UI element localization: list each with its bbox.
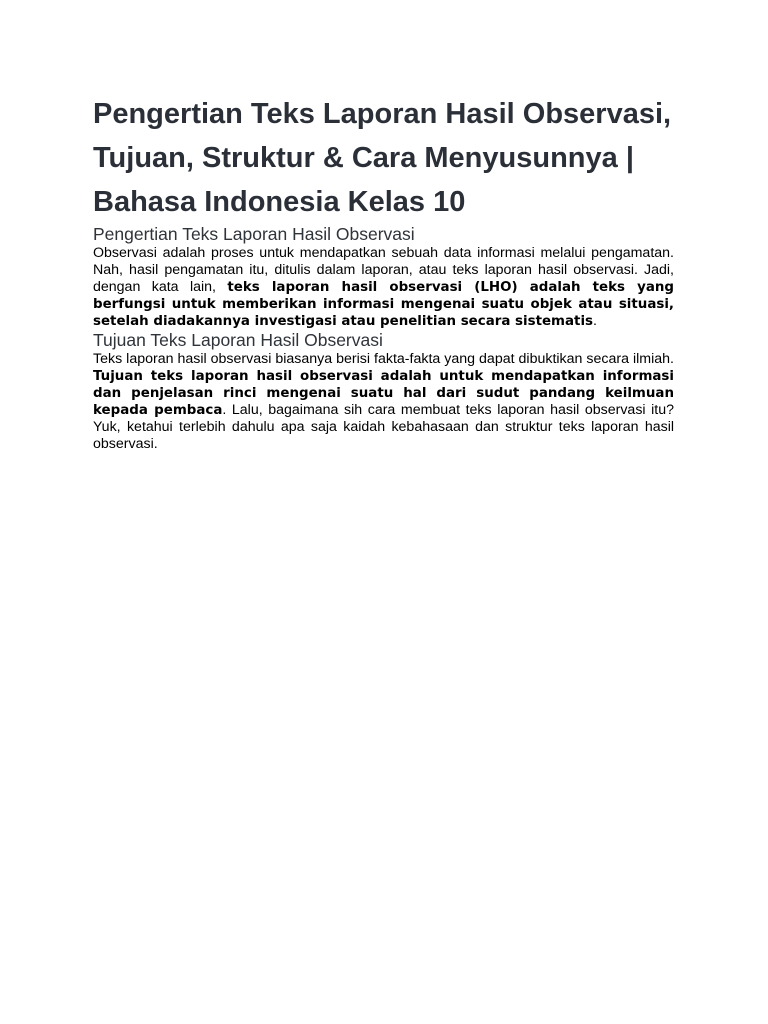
paragraph-text: Observasi adalah proses untuk mendapatkan sebuah data informasi melalui pengamatan. Nah, hasil pengamatan itu, ditulis dalam laporan, atau teks laporan hasil observasi. Jadi, dengan kata lain, <box>93 245 674 295</box>
paragraph-text: . Lalu, bagaimana sih cara membuat teks laporan hasil observasi itu? Yuk, ketahui terlebih dahulu apa saja kaidah kebahasaan dan struktur teks laporan hasil observasi. <box>93 402 675 452</box>
paragraph-bold-text: teks laporan hasil observasi (LHO) adalah teks yang berfungsi untuk memberikan informasi mengenai suatu objek atau situasi, setelah diadakannya investigasi atau penelitian secara sistematis <box>93 280 675 329</box>
paragraph-text: Teks laporan hasil observasi biasanya berisi fakta-fakta yang dapat dibuktikan secara ilmiah. <box>93 351 674 367</box>
page-title: Pengertian Teks Laporan Hasil Observasi, Tujuan, Struktur & Cara Menyusunnya | Bahasa Indonesia Kelas 10 <box>93 98 672 218</box>
section-heading-tujuan: Tujuan Teks Laporan Hasil Observasi <box>93 330 383 350</box>
paragraph-bold-text: Tujuan teks laporan hasil observasi adalah untuk mendapatkan informasi dan penjelasan rinci mengenai suatu hal dari sudut pandang keilmuan kepada pembaca <box>93 369 674 418</box>
paragraph-text: . <box>593 313 597 329</box>
document-page <box>93 92 674 453</box>
section-paragraph-tujuan <box>93 351 674 453</box>
section-heading-pengertian: Pengertian Teks Laporan Hasil Observasi <box>93 224 415 244</box>
section-paragraph-pengertian <box>93 245 674 330</box>
